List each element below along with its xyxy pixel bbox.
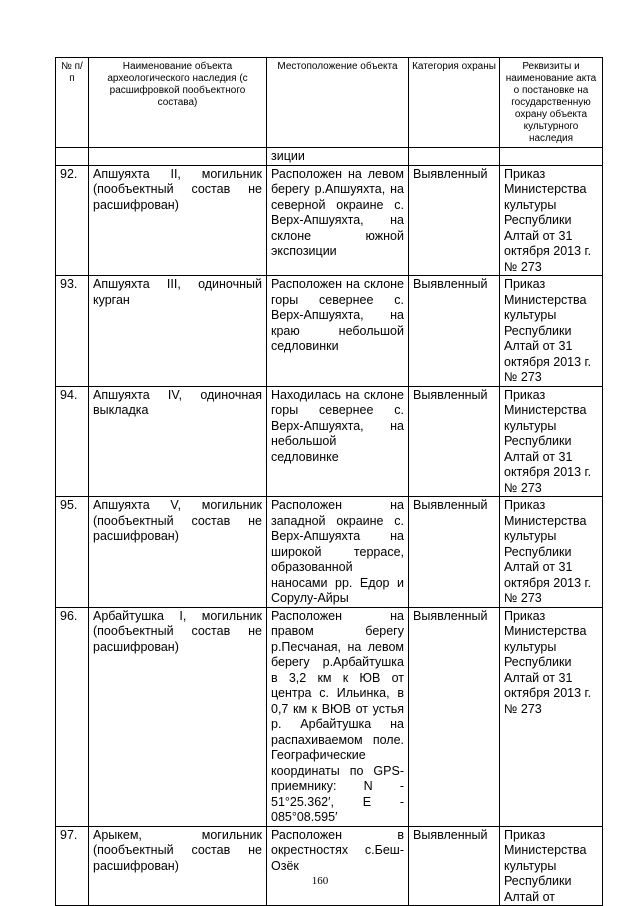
object-name: Апшуяхта V, могильник (пообъектный состав не расшифрован) <box>89 497 267 608</box>
table-row <box>56 826 603 906</box>
row-number: 93. <box>56 276 89 387</box>
protection-category: Выявленный <box>409 386 500 497</box>
object-name: Арбайтушка I, могильник (пообъектный состав не расшифрован) <box>89 607 267 826</box>
object-name: Апшуяхта IV, одиночная выкладка <box>89 386 267 497</box>
table-row <box>56 386 603 497</box>
table-header-row <box>56 58 603 148</box>
row-number: 92. <box>56 165 89 276</box>
row-number: 97. <box>56 826 89 906</box>
table-row <box>56 276 603 387</box>
protection-category: Выявленный <box>409 276 500 387</box>
protection-category: Выявленный <box>409 826 500 906</box>
row-number: 94. <box>56 386 89 497</box>
act-details: Приказ Министерства культуры Республики Алтай от 31 октября 2013 г. № 273 <box>500 497 603 608</box>
object-name: Апшуяхта III, одиночный курган <box>89 276 267 387</box>
continuation-cell-name <box>89 148 267 166</box>
header-protection-category: Категория охраны <box>409 58 500 148</box>
object-location: Находилась на склоне горы севернее с. Верх-Апшуяхта, на небольшой седловинке <box>267 386 409 497</box>
header-object-name: Наименование объекта археологического наследия (с расшифровкой пообъектного состава) <box>89 58 267 148</box>
object-location: Расположен на склоне горы севернее с. Верх-Апшуяхта, на краю небольшой седловинки <box>267 276 409 387</box>
continuation-location: зиции <box>267 148 409 166</box>
table-row <box>56 607 603 826</box>
act-details: Приказ Министерства культуры Республики Алтай от 31 октября 2013 г. № 273 <box>500 607 603 826</box>
protection-category: Выявленный <box>409 165 500 276</box>
object-name: Арыкем, могильник (пообъектный состав не расшифрован) <box>89 826 267 906</box>
continuation-cell-act <box>500 148 603 166</box>
table-row <box>56 497 603 608</box>
object-location: Расположен на правом берегу р.Песчаная, на левом берегу р.Арбайтушка в 3,2 км к ЮВ от центра с. Ильинка, в 0,7 км к ВЮВ от устья р. Арбайтушка на распахиваемом поле. Географические координаты по GPS-приемнику: N - 51°25.362′, E - 085°08.595′ <box>267 607 409 826</box>
object-location: Расположен на левом берегу р.Апшуяхта, на северной окраине с. Верх-Апшуяхта, на склоне южной экспозиции <box>267 165 409 276</box>
continuation-cell-category <box>409 148 500 166</box>
continuation-cell-number <box>56 148 89 166</box>
header-location: Местоположение объекта <box>267 58 409 148</box>
header-number: № п/п <box>56 58 89 148</box>
row-number: 95. <box>56 497 89 608</box>
header-act-details: Реквизиты и наименование акта о постановке на государственную охрану объекта культурного наследия <box>500 58 603 148</box>
protection-category: Выявленный <box>409 497 500 608</box>
act-details: Приказ Министерства культуры Республики Алтай от 31 октября 2013 г. № 273 <box>500 165 603 276</box>
continuation-row <box>56 148 603 166</box>
protection-category: Выявленный <box>409 607 500 826</box>
row-number: 96. <box>56 607 89 826</box>
act-details: Приказ Министерства культуры Республики Алтай от 31 октября 2013 г. № 273 <box>500 386 603 497</box>
heritage-registry-table <box>55 57 603 906</box>
object-location: Расположен на западной окраине с. Верх-Апшуяхта на широкой террасе, образованной наносами рр. Едор и Сорулу-Айры <box>267 497 409 608</box>
object-name: Апшуяхта II, могильник (пообъектный состав не расшифрован) <box>89 165 267 276</box>
table-row <box>56 165 603 276</box>
object-location: Расположен в окрестностях с.Беш-Озёк <box>267 826 409 906</box>
page-number: 160 <box>311 875 329 887</box>
act-details: Приказ Министерства культуры Республики Алтай от 31 октября 2013 г. № 273 <box>500 276 603 387</box>
act-details: Приказ Министерства культуры Республики Алтай от <box>500 826 603 906</box>
